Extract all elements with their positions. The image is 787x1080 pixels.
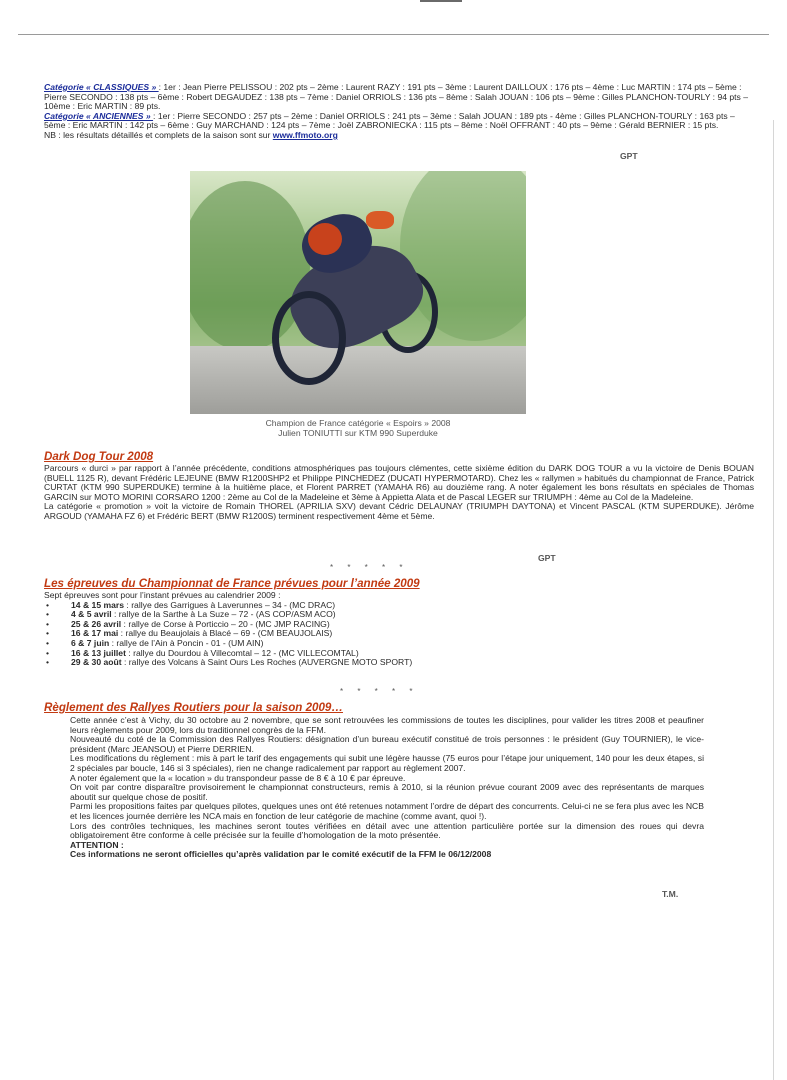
classiques-label: Catégorie « CLASSIQUES »	[44, 82, 159, 92]
bullet-icon: •	[46, 637, 50, 648]
reglement-heading: Règlement des Rallyes Routiers pour la saison 2009…	[44, 701, 343, 714]
bullet-icon: •	[46, 618, 50, 629]
event-item: • 25 & 26 avril : rallye de Corse à Porticcio – 20 - (MC JMP RACING)	[46, 618, 330, 629]
ffmoto-link[interactable]: www.ffmoto.org	[272, 129, 338, 140]
caption-line-2: Julien TONIUTTI sur KTM 990 Superduke	[278, 428, 438, 438]
bullet-icon: •	[46, 628, 50, 639]
reglement-paragraph: Parmi les propositions faites par quelques pilotes, quelques unes ont été retenues notamment l’ordre de départ des concurrents. Celui-ci ne se fera plus avec les NCB et les licences journée derrière les NCA mais en fonction de leur catégorie de machine (comme avant, quoi !).	[70, 801, 704, 821]
reglement-paragraph: Lors des contrôles techniques, les machines seront toutes vérifiées en détail avec une attention particulière portée sur la dimension des roues qui devra obligatoirement être conforme à celle précisée sur la feuille d’homologation de la moto présentée.	[70, 820, 704, 841]
classiques-text: : 1er : Jean Pierre PELISSOU : 202 pts – 2ème : Laurent RAZY : 191 pts – 3ème : Laurent DAILLOUX : 176 pts – 4ème : Luc MARTIN : 174 pts – 5ème : Pierre SECONDO : 138 pts – 6ème : Robert DEGAUDEZ : 138 pts – 7ème : Daniel ORRIOLS : 136 pts – 8ème : Salah JOUAN : 106 pts – 9ème : Gilles PLANCHON-TOURLY : 94 pts – 10ème : Eric MARTIN : 89 pts.	[44, 82, 749, 112]
event-item: • 16 & 13 juillet : rallye du Dourdou à Villecomtal – 12 - (MC VILLECOMTAL)	[46, 647, 359, 658]
epreuves-heading: Les épreuves du Championnat de France prévues pour l’année 2009	[44, 577, 420, 590]
anciennes-label: Catégorie « ANCIENNES »	[44, 110, 154, 121]
dark-dog-section	[44, 464, 754, 522]
classiques-results	[44, 83, 754, 112]
photo-caption	[190, 418, 526, 438]
event-item: • 29 & 30 août : rallye des Volcans à Saint Ours Les Roches (AUVERGNE MOTO SPORT)	[46, 657, 413, 668]
separator-1: * * * * *	[330, 563, 409, 572]
attention-text: Ces informations ne seront officielles qu’après validation par le comité exécutif de la FFM le 06/12/2008	[70, 849, 492, 860]
bullet-icon: •	[46, 657, 50, 668]
reglement-paragraph: On voit par contre disparaître provisoirement le championnat constructeurs, remis à 2010, si la réunion prévue courant 2009 avec des représentants de marques aboutit sur quelque chose de positif.	[70, 782, 704, 802]
anciennes-text: : 1er : Pierre SECONDO : 257 pts – 2ème : Daniel ORRIOLS : 241 pts – 3ème : Salah JOUAN : 189 pts - 4ème : Gilles PLANCHON-TOURLY : 163 pts – 5ème : Eric MARTIN : 142 pts – 6ème : Guy MARCHAND : 124 pts – 7ème : Joël ZABRONIECKA : 115 pts – 8ème : Noël OFFRANT : 40 pts – 9ème : Gérald BERNIER : 15 pts.	[44, 110, 735, 131]
reglement-paragraph: Les modifications du règlement : mis à part le tarif des engagements qui subit une légère hausse (75 euros pour l’étape jour uniquement, 140 pour les deux étapes, si 2 spéciales par boucle, 146 si 3 spéciales), rien ne change radicalement par rapport au règlement 2007.	[70, 753, 704, 773]
reglement-signature: T.M.	[662, 889, 679, 899]
nb-text: NB : les résultats détaillés et complets de la saison sont sur	[44, 129, 273, 140]
dark-dog-heading: Dark Dog Tour 2008	[44, 450, 154, 463]
reglement-paragraph: Cette année c’est à Vichy, du 30 octobre au 2 novembre, que se sont retrouvées les commissions de toutes les disciplines, pour valider les titres 2008 et peaufiner leurs règlements pour 2009, lors du traditionnel congrès de la FFM.	[70, 715, 704, 735]
motorcycle-photo	[190, 171, 526, 414]
event-item: • 6 & 7 juin : rallye de l’Ain à Poncin - 01 - (UM AIN)	[46, 637, 264, 648]
results-section	[44, 83, 754, 141]
dark-dog-paragraph-2: La catégorie « promotion » voit la victoire de Romain THOREL (APRILIA SXV) devant Cédric DELAUNAY (TRIUMPH DAYTONA) et Vincent PASCAL (KTM SUPERDUKE). Jérôme ARGOUD (YAMAHA FZ 6) et Frédéric BERT (BMW R1200S) terminent respectivement 4ème et 5ème.	[44, 501, 754, 521]
scan-edge	[773, 120, 774, 1080]
bullet-icon: •	[46, 609, 50, 620]
reglement-section	[70, 716, 704, 860]
header-rule	[18, 34, 769, 35]
reglement-paragraph: A noter également que la « location » du transpondeur passe de 8 € à 10 € par épreuve.	[70, 772, 406, 783]
epreuves-intro: Sept épreuves sont pour l’instant prévues au calendrier 2009 :	[44, 590, 281, 600]
separator-2: * * * * *	[340, 687, 419, 696]
dark-dog-signature: GPT	[538, 553, 556, 563]
bullet-icon: •	[46, 647, 50, 658]
caption-line-1: Champion de France catégorie « Espoirs » 2008	[265, 418, 451, 428]
event-item: • 14 & 15 mars : rallye des Garrigues à Laverunnes – 34 - (MC DRAC)	[46, 599, 336, 610]
bullet-icon: •	[46, 599, 50, 610]
nb-note	[44, 131, 754, 141]
epreuves-section	[44, 591, 754, 668]
attention-label: ATTENTION :	[70, 839, 124, 850]
results-signature: GPT	[620, 151, 638, 161]
scan-mark	[420, 0, 462, 2]
anciennes-results	[44, 112, 754, 131]
dark-dog-paragraph-1: Parcours « durci » par rapport à l’année précédente, conditions atmosphériques pas toujours clémentes, cette sixième édition du DARK DOG TOUR a vu la victoire de Denis BOUAN (BUELL 1125 R), devant Frédéric LEJEUNE (BMW R1200SHP2 et Philippe PINCHEDEZ (DUCATI HYPERMOTARD). Chez les « rallymen » habitués du championnat de France, Patrick CURTAT (KTM 990 SUPERDUKE) termine à la huitième place, et Florent PARRET (YAMAHA R6) au douzième rang. A noter également les bons résultats en spéciales de Thomas GARCIN sur MOTO MORINI CORSARO 1200 : 2ème au Col de la Madeleine et 3ème à Appietta Alata et de Pascal LEGER sur TRIUMPH : 4ème au Col de la Madeleine.	[44, 463, 754, 502]
event-item: • 4 & 5 avril : rallye de la Sarthe à La Suze – 72 - (AS COP/ASM ACO)	[46, 609, 336, 620]
reglement-paragraph: Nouveauté du coté de la Commission des Rallyes Routiers: désignation d’un bureau exécutif constitué de trois personnes : le président (Guy TOURNIER), le vice-président (Marc JEANSOU) et Pierre DERRIEN.	[70, 734, 704, 754]
event-item: • 16 & 17 mai : rallye du Beaujolais à Blacé – 69 - (CM BEAUJOLAIS)	[46, 628, 333, 639]
event-list	[44, 601, 754, 668]
